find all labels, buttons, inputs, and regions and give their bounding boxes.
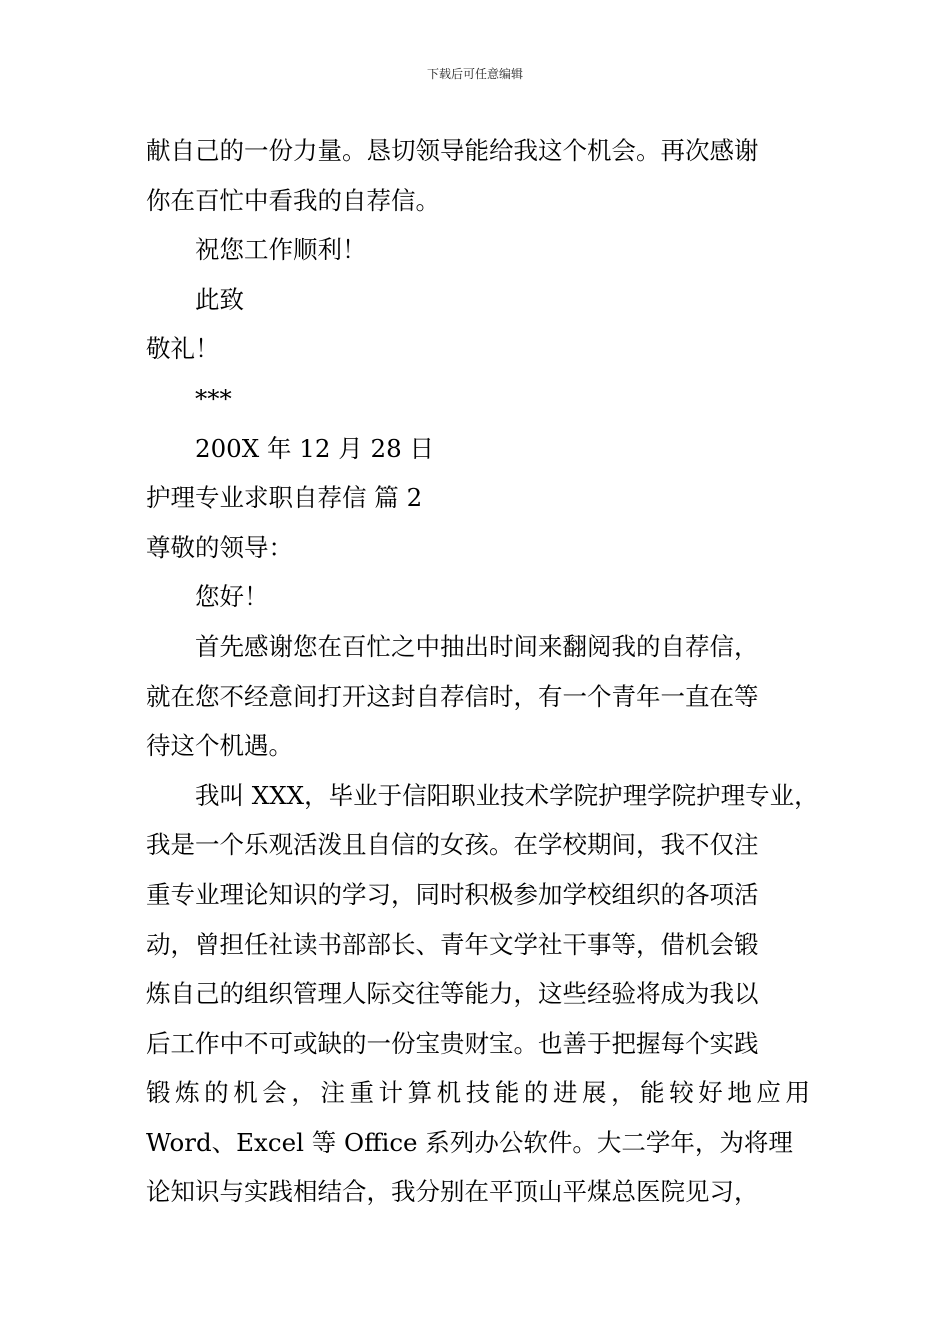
text-line: 论知识与实践相结合，我分别在平顶山平煤总医院见习， xyxy=(146,1177,759,1207)
text-line: 我是一个乐观活泼且自信的女孩。在学校期间，我不仅注 xyxy=(146,830,759,860)
text-line: 锻炼的机会，注重计算机技能的进展，能较好地应用 xyxy=(146,1078,810,1108)
text-line: 炼自己的组织管理人际交往等能力，这些经验将成为我以 xyxy=(146,979,759,1009)
text-line: Word、Excel 等 Office 系列办公软件。大二学年，为将理 xyxy=(146,1127,793,1157)
text-line: 祝您工作顺利！ xyxy=(195,235,367,265)
text-line: 就在您不经意间打开这封自荐信时，有一个青年一直在等 xyxy=(146,681,759,711)
text-line: 献自己的一份力量。恳切领导能给我这个机会。再次感谢 xyxy=(146,136,759,165)
text-line: 您好！ xyxy=(195,582,269,612)
text-line: 待这个机遇。 xyxy=(146,731,293,761)
text-line: 敬礼！ xyxy=(146,334,220,364)
text-line: 你在百忙中看我的自荐信。 xyxy=(146,185,440,215)
page-header: 下载后可任意编辑 xyxy=(426,67,523,81)
text-line: 200X 年 12 月 28 日 xyxy=(195,433,434,463)
text-line: 动，曾担任社读书部部长、青年文学社干事等，借机会锻 xyxy=(146,929,759,959)
text-line: 尊敬的领导： xyxy=(146,532,293,562)
text-line: 后工作中不可或缺的一份宝贵财宝。也善于把握每个实践 xyxy=(146,1028,759,1058)
text-line: 我叫 XXX，毕业于信阳职业技术学院护理学院护理专业， xyxy=(195,780,819,810)
text-line: *** xyxy=(195,383,232,413)
text-line: 首先感谢您在百忙之中抽出时间来翻阅我的自荐信， xyxy=(195,631,759,661)
letter-body xyxy=(146,126,819,1217)
text-line: 重专业理论知识的学习，同时积极参加学校组织的各项活 xyxy=(146,879,759,909)
text-line: 护理专业求职自荐信 篇 2 xyxy=(146,483,423,513)
text-line: 此致 xyxy=(195,284,244,314)
